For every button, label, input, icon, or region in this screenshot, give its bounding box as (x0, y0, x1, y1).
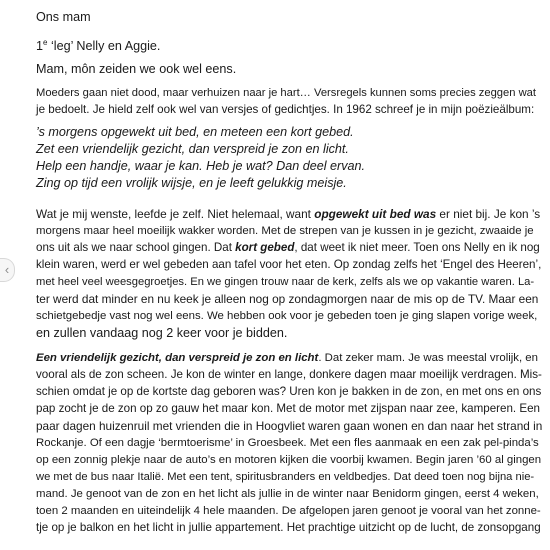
para3-line-9: mand. Je genoot van de zon en het licht als jullie in de winter naar Benidorm gingen, eerst 4 weken, (36, 488, 539, 500)
para1-line-1: Moeders gaan niet dood, maar verhuizen naar je hart… Versregels kunnen soms precies zeggen wat (36, 87, 536, 99)
para2-line-5: met heel veel weesgegroetjes. En we gingen trouw naar de kerk, zelfs als we op vakantie waren. La- (36, 276, 535, 288)
poem-line-1: ’s morgens opgewekt uit bed, en meteen een kort gebed. (36, 125, 354, 139)
para2-line-1 (36, 206, 540, 222)
para3-line-10: toen 2 maanden en uiteindelijk 4 hele maanden. De afgelopen jaren genoot je vooral van het zonne- (36, 505, 541, 517)
para2-emphasis: opgewekt uit bed was (314, 207, 437, 221)
para2-line-2: morgens maar heel moeilijk wakker worden. Met de strepen van je kussen in je gezicht, zwaaide je (36, 225, 534, 237)
para2-text: ons uit als we naar school gingen. Dat (36, 241, 236, 254)
para2-line-6: ter werd dat minder en nu keek je alleen nog op zondagmorgen naar de mis op de TV. Maar een (36, 292, 539, 306)
para3-line-7: op een zonnig plekje naar de auto’s en motoren kijken die voorbij kwamen. Begin jaren ’60 al gingen (36, 454, 542, 466)
subtitle-number: 1 (36, 39, 44, 54)
para2-text: , dat weet ik niet meer. Toen ons Nelly en ik nog (294, 241, 540, 254)
subtitle-ordinal: e (43, 38, 48, 47)
para2-text: Wat je mij wenste, leefde je zelf. Niet helemaal, want (36, 207, 315, 221)
para3-line-1 (36, 350, 538, 366)
para2-line-7: schietgebedje vast nog wel eens. We hebben ook voor je gebeden toen je ging slapen vorige week, (36, 310, 538, 322)
para2-line-8: en zullen vandaag nog 2 keer voor je bidden. (36, 326, 288, 340)
para3-line-3: schien omdat je op de kortste dag geboren was? Uren kon je bakken in de zon, en met ons en ons (36, 385, 542, 398)
subtitle-text: ‘leg’ Nelly en Aggie. (47, 39, 161, 54)
intro-line: Mam, môn zeiden we ook wel eens. (36, 62, 237, 76)
para3-line-2: vooral als de zon scheen. Je kon de winter en lange, donkere dagen maar moeilijk verdragen. Mis- (36, 368, 542, 381)
subtitle (36, 35, 160, 54)
para2-line-4: klein waren, werd er wel gebeden aan tafel voor het eten. Op zondag zelfs het ‘Engel des Heeren’, (36, 258, 542, 271)
poem-line-3: Help een handje, waar je kan. Heb je wat? Dan deel ervan. (36, 159, 366, 173)
para3-line-6: Rockanje. Of een dagje ‘bermtoerisme’ in Groesbeek. Met een fles aanmaak en een zak pel-pinda’s (36, 437, 539, 449)
prev-page-arrow-icon[interactable]: ‹ (0, 258, 15, 282)
para2-emphasis: kort gebed (235, 241, 295, 254)
para3-line-11: tje op je balkon en het licht in jullie appartement. Het prachtige uitzicht op de lucht, de zonsopgang (36, 521, 541, 534)
para2-line-3 (36, 240, 540, 256)
document-title: Ons mam (36, 10, 91, 24)
para1-line-2: je bedoelt. Je hield zelf ook wel van versjes of gedichtjes. In 1962 schreef je in mijn poëzieälbum: (36, 103, 535, 116)
para3-emphasis: Een vriendelijk gezicht, dan verspreid je zon en licht (36, 352, 319, 364)
poem-line-2: Zet een vriendelijk gezicht, dan verspreid je zon en licht. (36, 142, 349, 156)
para3-line-5: paar dagen huizenruil met vrienden die in Hoogvliet waren gaan wonen en dan naar het strand in (36, 419, 543, 433)
para3-line-8: we met de bus naar Italië. Met een tent, spiritusbranders en veldbedjes. Dat deed toen nog bijna nie- (36, 471, 535, 483)
para2-text: er niet bij. Je kon ’s (436, 207, 541, 221)
para3-text: . Dat zeker mam. Je was meestal vrolijk, en (318, 352, 538, 364)
poem-line-4: Zing op tijd een vrolijk wijsje, en je leeft gelukkig meisje. (36, 176, 347, 190)
para3-line-4: pap zocht je de zon op zo gauw het maar kon. Met de motor met zijspan naar zee, kamperen. Een (36, 402, 540, 415)
